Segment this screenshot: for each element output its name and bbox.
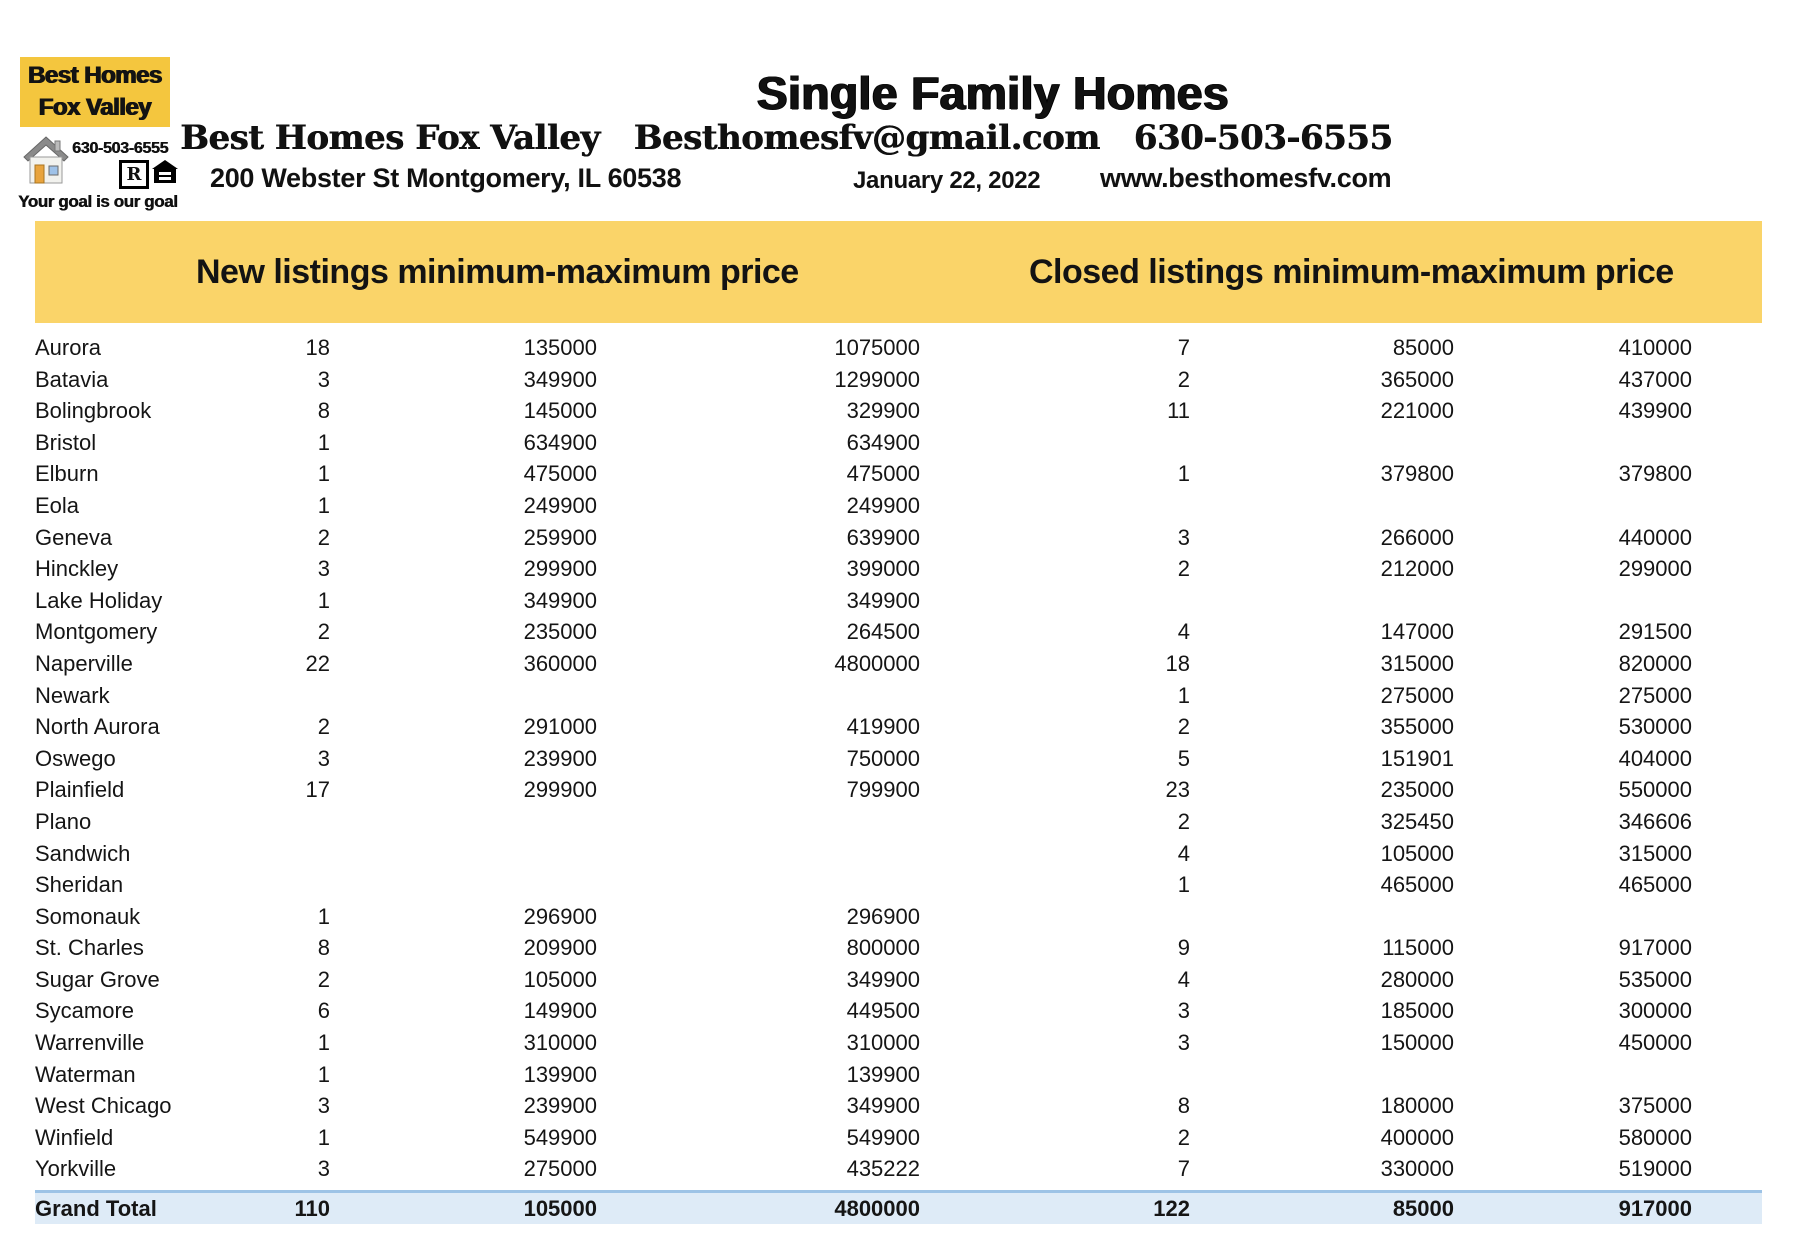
cell-new-count: 1 <box>317 1061 330 1087</box>
house-icon <box>22 135 70 190</box>
listings-table <box>35 332 1762 1185</box>
cell-town: Elburn <box>35 461 99 487</box>
cell-new-count: 1 <box>317 492 330 518</box>
table-row <box>35 490 1762 522</box>
cell-closed-min: 465000 <box>1380 872 1454 898</box>
cell-closed-count: 11 <box>1167 398 1190 424</box>
grand-total-new-min: 105000 <box>523 1196 597 1221</box>
cell-new-count: 2 <box>317 966 330 992</box>
table-row <box>35 964 1762 996</box>
cell-closed-min: 355000 <box>1380 714 1454 740</box>
grand-total-new-count: 110 <box>294 1196 330 1221</box>
table-row <box>35 616 1762 648</box>
grand-total-closed-count: 122 <box>1153 1196 1190 1221</box>
table-row <box>35 1059 1762 1091</box>
cell-closed-count: 2 <box>1177 366 1190 392</box>
cell-town: Sheridan <box>35 872 124 898</box>
cell-closed-max: 580000 <box>1618 1124 1692 1150</box>
cell-closed-max: 437000 <box>1618 366 1692 392</box>
company-name: Best Homes Fox Valley <box>180 118 600 158</box>
cell-closed-min: 115000 <box>1382 935 1454 961</box>
cell-closed-min: 212000 <box>1380 556 1454 582</box>
table-row <box>35 1090 1762 1122</box>
cell-new-max: 349900 <box>846 587 920 613</box>
cell-town: Naperville <box>35 650 133 676</box>
grand-total-row <box>35 1190 1762 1224</box>
cell-new-max: 475000 <box>846 461 920 487</box>
cell-closed-max: 379800 <box>1618 461 1692 487</box>
cell-town: Lake Holiday <box>35 587 163 613</box>
company-logo <box>20 57 170 127</box>
cell-town: Geneva <box>35 524 113 550</box>
cell-closed-min: 266000 <box>1380 524 1454 550</box>
cell-closed-count: 1 <box>1177 872 1190 898</box>
company-website: www.besthomesfv.com <box>1100 163 1392 193</box>
cell-town: Aurora <box>35 335 102 360</box>
cell-new-count: 1 <box>317 903 330 929</box>
grand-total-closed-max: 917000 <box>1618 1196 1692 1221</box>
table-row <box>35 585 1762 617</box>
cell-new-max: 349900 <box>846 1093 920 1119</box>
cell-closed-max: 291500 <box>1618 619 1692 645</box>
cell-closed-min: 180000 <box>1380 1093 1454 1119</box>
section-header-band <box>35 221 1762 323</box>
logo-phone: 630-503-6555 <box>72 140 169 157</box>
cell-new-max: 249900 <box>846 492 920 518</box>
cell-closed-max: 519000 <box>1618 1156 1692 1182</box>
cell-closed-count: 3 <box>1177 998 1190 1024</box>
table-row <box>35 1122 1762 1154</box>
cell-new-max: 399000 <box>846 556 920 582</box>
cell-closed-min: 379800 <box>1380 461 1454 487</box>
cell-new-max: 139900 <box>846 1061 920 1087</box>
cell-new-min: 299900 <box>523 777 597 803</box>
cell-new-count: 18 <box>305 335 330 360</box>
cell-new-max: 639900 <box>846 524 920 550</box>
cell-new-count: 3 <box>317 556 330 582</box>
cell-town: St. Charles <box>35 935 144 961</box>
cell-new-min: 349900 <box>523 366 597 392</box>
cell-new-max: 799900 <box>846 777 920 803</box>
table-row <box>35 743 1762 775</box>
cell-new-count: 8 <box>317 398 330 424</box>
cell-new-count: 1 <box>317 1030 330 1056</box>
table-row <box>35 774 1762 806</box>
cell-new-min: 299900 <box>523 556 597 582</box>
cell-town: Bolingbrook <box>35 398 152 424</box>
cell-town: Plano <box>35 808 92 834</box>
cell-closed-min: 221000 <box>1380 398 1454 424</box>
cell-new-max: 1299000 <box>834 366 920 392</box>
cell-new-max: 329900 <box>846 398 920 424</box>
cell-new-min: 275000 <box>523 1156 597 1182</box>
cell-closed-count: 1 <box>1177 461 1190 487</box>
logo-name-line1: Best Homes <box>28 62 162 89</box>
new-listings-header: New listings minimum-maximum price <box>196 253 799 291</box>
table-row <box>35 901 1762 933</box>
cell-new-min: 291000 <box>523 714 597 740</box>
cell-new-max: 264500 <box>846 619 920 645</box>
cell-closed-count: 7 <box>1177 335 1190 360</box>
cell-new-count: 3 <box>317 1156 330 1182</box>
cell-new-max: 800000 <box>846 935 920 961</box>
cell-closed-max: 465000 <box>1618 872 1692 898</box>
cell-closed-count: 4 <box>1177 840 1190 866</box>
cell-town: Bristol <box>35 429 97 455</box>
cell-closed-max: 439900 <box>1618 398 1692 424</box>
cell-town: Oswego <box>35 745 116 771</box>
cell-closed-max: 375000 <box>1618 1093 1692 1119</box>
cell-new-min: 349900 <box>523 587 597 613</box>
table-row <box>35 932 1762 964</box>
cell-closed-count: 2 <box>1177 556 1190 582</box>
cell-new-min: 105000 <box>523 966 597 992</box>
cell-closed-count: 7 <box>1177 1156 1190 1182</box>
table-row <box>35 680 1762 712</box>
company-phone: 630-503-6555 <box>1133 118 1393 158</box>
logo-name-line2: Fox Valley <box>38 94 152 121</box>
table-row <box>35 648 1762 680</box>
cell-closed-count: 4 <box>1177 966 1190 992</box>
table-row <box>35 869 1762 901</box>
cell-closed-min: 275000 <box>1380 682 1454 708</box>
cell-closed-count: 18 <box>1165 650 1190 676</box>
cell-new-count: 22 <box>305 650 330 676</box>
cell-new-count: 1 <box>317 1124 330 1150</box>
cell-closed-min: 235000 <box>1380 777 1454 803</box>
table-row <box>35 995 1762 1027</box>
cell-new-max: 1075000 <box>834 335 920 360</box>
cell-new-min: 235000 <box>523 619 597 645</box>
table-row <box>35 806 1762 838</box>
cell-closed-min: 365000 <box>1380 366 1454 392</box>
cell-closed-count: 3 <box>1177 524 1190 550</box>
grand-total-closed-min: 85000 <box>1392 1196 1454 1221</box>
realtor-icon: R <box>119 160 149 189</box>
cell-new-min: 139900 <box>523 1061 597 1087</box>
cell-town: North Aurora <box>35 714 160 740</box>
cell-new-min: 145000 <box>523 398 597 424</box>
cell-new-min: 239900 <box>523 745 597 771</box>
cell-new-count: 3 <box>317 745 330 771</box>
cell-closed-max: 535000 <box>1618 966 1692 992</box>
cell-closed-count: 2 <box>1177 808 1190 834</box>
cell-closed-max: 299000 <box>1618 556 1692 582</box>
cell-closed-min: 151901 <box>1380 745 1454 771</box>
grand-total-new-max: 4800000 <box>834 1196 920 1221</box>
cell-closed-count: 8 <box>1177 1093 1190 1119</box>
cell-town: West Chicago <box>35 1093 172 1119</box>
cell-closed-count: 2 <box>1177 714 1190 740</box>
table-row <box>35 522 1762 554</box>
table-row <box>35 427 1762 459</box>
company-contact-line <box>180 118 1426 158</box>
cell-town: Eola <box>35 492 80 518</box>
cell-new-max: 419900 <box>846 714 920 740</box>
cell-new-min: 249900 <box>523 492 597 518</box>
table-row <box>35 553 1762 585</box>
cell-town: Sycamore <box>35 998 135 1024</box>
page-title: Single Family Homes <box>756 67 1230 119</box>
cell-closed-min: 325450 <box>1380 808 1454 834</box>
table-row <box>35 458 1762 490</box>
cell-new-max: 435222 <box>846 1156 920 1182</box>
cell-closed-min: 280000 <box>1380 966 1454 992</box>
cell-new-min: 149900 <box>523 998 597 1024</box>
table-row <box>35 395 1762 427</box>
cell-new-count: 2 <box>317 524 330 550</box>
grand-total-label: Grand Total <box>35 1196 157 1221</box>
cell-closed-count: 5 <box>1177 745 1190 771</box>
cell-new-min: 310000 <box>523 1030 597 1056</box>
cell-closed-min: 85000 <box>1392 335 1454 360</box>
logo-tagline: Your goal is our goal <box>18 192 178 211</box>
company-address: 200 Webster St Montgomery, IL 60538 <box>210 163 682 193</box>
cell-new-max: 4800000 <box>834 650 920 676</box>
cell-closed-max: 440000 <box>1618 524 1692 550</box>
cell-new-count: 3 <box>317 1093 330 1119</box>
cell-town: Sandwich <box>35 840 131 866</box>
cell-closed-max: 410000 <box>1618 335 1692 360</box>
table-row <box>35 332 1762 364</box>
table-row <box>35 711 1762 743</box>
cell-new-max: 349900 <box>846 966 920 992</box>
cell-town: Warrenville <box>35 1030 145 1056</box>
cell-closed-min: 315000 <box>1380 650 1454 676</box>
cell-closed-min: 185000 <box>1380 998 1454 1024</box>
cell-closed-max: 550000 <box>1618 777 1692 803</box>
cell-closed-min: 105000 <box>1380 840 1454 866</box>
cell-closed-min: 330000 <box>1380 1156 1454 1182</box>
cell-new-min: 259900 <box>523 524 597 550</box>
cell-new-count: 6 <box>317 998 330 1024</box>
cell-town: Hinckley <box>35 556 119 582</box>
cell-closed-min: 147000 <box>1380 619 1454 645</box>
closed-listings-header: Closed listings minimum-maximum price <box>1029 253 1674 291</box>
cell-closed-count: 23 <box>1165 777 1190 803</box>
report-date: January 22, 2022 <box>853 167 1041 194</box>
cell-new-max: 750000 <box>846 745 920 771</box>
cell-closed-count: 1 <box>1177 682 1190 708</box>
cell-new-min: 549900 <box>523 1124 597 1150</box>
cell-new-count: 2 <box>317 619 330 645</box>
cell-closed-min: 150000 <box>1380 1030 1454 1056</box>
cell-new-min: 135000 <box>523 335 597 360</box>
cell-town: Somonauk <box>35 903 141 929</box>
company-email: Besthomesfv@gmail.com <box>633 118 1100 158</box>
cell-closed-count: 3 <box>1177 1030 1190 1056</box>
cell-closed-max: 530000 <box>1618 714 1692 740</box>
table-row <box>35 364 1762 396</box>
cell-new-count: 1 <box>317 587 330 613</box>
cell-town: Montgomery <box>35 619 158 645</box>
cell-closed-count: 9 <box>1177 935 1190 961</box>
cell-town: Waterman <box>35 1061 136 1087</box>
cell-new-min: 360000 <box>523 650 597 676</box>
cell-closed-max: 450000 <box>1618 1030 1692 1056</box>
cell-new-max: 549900 <box>846 1124 920 1150</box>
cell-closed-max: 315000 <box>1618 840 1692 866</box>
cell-closed-max: 300000 <box>1618 998 1692 1024</box>
cell-new-min: 475000 <box>523 461 597 487</box>
cell-new-count: 8 <box>317 935 330 961</box>
cell-closed-max: 275000 <box>1618 682 1692 708</box>
cell-new-max: 634900 <box>846 429 920 455</box>
cell-new-count: 17 <box>305 777 330 803</box>
cell-new-max: 449500 <box>846 998 920 1024</box>
cell-closed-max: 820000 <box>1618 650 1692 676</box>
cell-town: Batavia <box>35 366 109 392</box>
cell-town: Newark <box>35 682 110 708</box>
cell-closed-count: 4 <box>1177 619 1190 645</box>
cell-town: Winfield <box>35 1124 114 1150</box>
cell-closed-max: 346606 <box>1618 808 1692 834</box>
cell-closed-count: 2 <box>1177 1124 1190 1150</box>
cell-new-min: 296900 <box>523 903 597 929</box>
cell-closed-max: 917000 <box>1618 935 1692 961</box>
table-row <box>35 1153 1762 1185</box>
cell-new-count: 1 <box>317 429 330 455</box>
cell-new-max: 296900 <box>846 903 920 929</box>
cell-new-min: 239900 <box>523 1093 597 1119</box>
table-row <box>35 1027 1762 1059</box>
equal-housing-icon <box>152 160 178 188</box>
cell-new-max: 310000 <box>846 1030 920 1056</box>
cell-town: Yorkville <box>35 1156 117 1182</box>
cell-town: Plainfield <box>35 777 125 803</box>
cell-town: Sugar Grove <box>35 966 160 992</box>
cell-new-count: 3 <box>317 366 330 392</box>
cell-new-count: 2 <box>317 714 330 740</box>
cell-new-min: 634900 <box>523 429 597 455</box>
table-row <box>35 838 1762 870</box>
cell-new-min: 209900 <box>523 935 597 961</box>
cell-closed-min: 400000 <box>1380 1124 1454 1150</box>
cell-closed-max: 404000 <box>1618 745 1692 771</box>
cell-new-count: 1 <box>317 461 330 487</box>
